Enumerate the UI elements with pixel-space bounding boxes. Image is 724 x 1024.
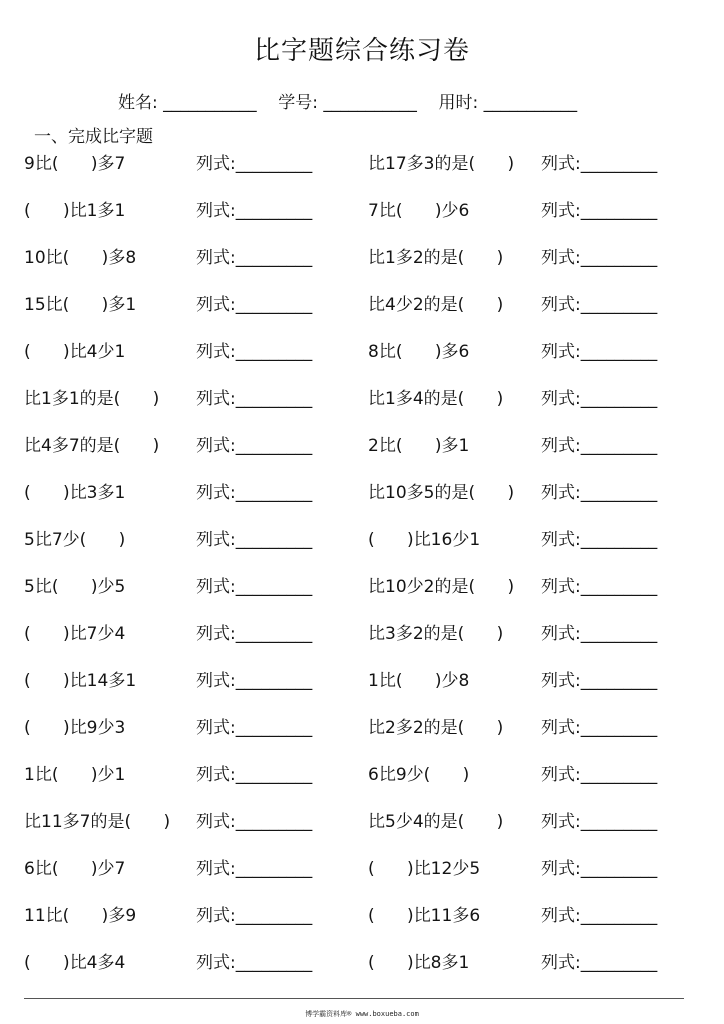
question-left: 15比( )多1 xyxy=(24,295,137,315)
page-title: 比字题综合练习卷 xyxy=(253,36,470,66)
question-right: 比1多4的是( ) xyxy=(368,389,504,409)
formula-blank-left[interactable]: 列式:_________ xyxy=(196,201,313,221)
formula-blank-left[interactable]: 列式:_________ xyxy=(196,436,313,456)
question-left: ( )比1多1 xyxy=(24,201,126,221)
formula-blank-left[interactable]: 列式:_________ xyxy=(196,342,313,362)
formula-blank-left[interactable]: 列式:_________ xyxy=(196,812,313,832)
formula-blank-left[interactable]: 列式:_________ xyxy=(196,577,313,597)
question-left: ( )比7少4 xyxy=(24,624,126,644)
footer-divider xyxy=(24,998,684,999)
formula-blank-right[interactable]: 列式:_________ xyxy=(541,436,658,456)
formula-blank-left[interactable]: 列式:_________ xyxy=(196,671,313,691)
time-blank[interactable]: ___________ xyxy=(483,93,578,113)
formula-blank-right[interactable]: 列式:_________ xyxy=(541,295,658,315)
question-right: 2比( )多1 xyxy=(368,436,470,456)
question-left: ( )比4多4 xyxy=(24,953,126,973)
question-left: ( )比9少3 xyxy=(24,718,126,738)
formula-blank-right[interactable]: 列式:_________ xyxy=(541,624,658,644)
student-info xyxy=(118,88,577,113)
formula-blank-left[interactable]: 列式:_________ xyxy=(196,624,313,644)
id-blank[interactable]: ___________ xyxy=(323,93,417,113)
question-right: 比10多5的是( ) xyxy=(368,483,515,503)
question-right: ( )比8多1 xyxy=(368,953,470,973)
formula-blank-right[interactable]: 列式:_________ xyxy=(541,718,658,738)
question-right: ( )比12少5 xyxy=(368,859,481,879)
question-left: 11比( )多9 xyxy=(24,906,137,926)
formula-blank-left[interactable]: 列式:_________ xyxy=(196,483,313,503)
formula-blank-left[interactable]: 列式:_________ xyxy=(196,765,313,785)
formula-blank-left[interactable]: 列式:_________ xyxy=(196,530,313,550)
formula-blank-left[interactable]: 列式:_________ xyxy=(196,953,313,973)
question-right: 比1多2的是( ) xyxy=(368,248,504,268)
formula-blank-right[interactable]: 列式:_________ xyxy=(541,577,658,597)
formula-blank-right[interactable]: 列式:_________ xyxy=(541,154,658,174)
formula-blank-left[interactable]: 列式:_________ xyxy=(196,389,313,409)
question-left: 1比( )少1 xyxy=(24,765,126,785)
formula-blank-right[interactable]: 列式:_________ xyxy=(541,953,658,973)
formula-blank-right[interactable]: 列式:_________ xyxy=(541,765,658,785)
question-right: ( )比16少1 xyxy=(368,530,481,550)
formula-blank-right[interactable]: 列式:_________ xyxy=(541,530,658,550)
name-blank[interactable]: ___________ xyxy=(163,93,257,113)
question-left: 5比( )少5 xyxy=(24,577,126,597)
question-left: 5比7少( ) xyxy=(24,530,126,550)
question-right: 比4少2的是( ) xyxy=(368,295,504,315)
question-left: 6比( )少7 xyxy=(24,859,126,879)
question-right: 1比( )少8 xyxy=(368,671,470,691)
question-left: 比1多1的是( ) xyxy=(24,389,160,409)
question-left: ( )比3多1 xyxy=(24,483,126,503)
formula-blank-right[interactable]: 列式:_________ xyxy=(541,201,658,221)
formula-blank-right[interactable]: 列式:_________ xyxy=(541,248,658,268)
question-left: 10比( )多8 xyxy=(24,248,137,268)
formula-blank-right[interactable]: 列式:_________ xyxy=(541,671,658,691)
formula-blank-left[interactable]: 列式:_________ xyxy=(196,859,313,879)
formula-blank-left[interactable]: 列式:_________ xyxy=(196,295,313,315)
formula-blank-right[interactable]: 列式:_________ xyxy=(541,906,658,926)
question-left: ( )比4少1 xyxy=(24,342,126,362)
question-right: 比5少4的是( ) xyxy=(368,812,504,832)
formula-blank-left[interactable]: 列式:_________ xyxy=(196,248,313,268)
formula-blank-right[interactable]: 列式:_________ xyxy=(541,342,658,362)
formula-blank-right[interactable]: 列式:_________ xyxy=(541,389,658,409)
formula-blank-right[interactable]: 列式:_________ xyxy=(541,812,658,832)
section-heading: 一、完成比字题 xyxy=(34,127,153,147)
question-left: ( )比14多1 xyxy=(24,671,137,691)
question-left: 9比( )多7 xyxy=(24,154,126,174)
footer-watermark: 博学霸资料库® www.boxueba.com xyxy=(305,1010,419,1018)
question-right: 8比( )多6 xyxy=(368,342,470,362)
question-left: 比11多7的是( ) xyxy=(24,812,171,832)
question-right: ( )比11多6 xyxy=(368,906,481,926)
question-right: 比2多2的是( ) xyxy=(368,718,504,738)
question-left: 比4多7的是( ) xyxy=(24,436,160,456)
formula-blank-right[interactable]: 列式:_________ xyxy=(541,859,658,879)
formula-blank-right[interactable]: 列式:_________ xyxy=(541,483,658,503)
question-right: 6比9少( ) xyxy=(368,765,470,785)
time-label: 用时: xyxy=(438,93,479,113)
name-label: 姓名: xyxy=(118,93,158,113)
question-right: 比17多3的是( ) xyxy=(368,154,515,174)
formula-blank-left[interactable]: 列式:_________ xyxy=(196,718,313,738)
question-right: 比10少2的是( ) xyxy=(368,577,515,597)
question-right: 比3多2的是( ) xyxy=(368,624,504,644)
id-label: 学号: xyxy=(278,93,318,113)
formula-blank-left[interactable]: 列式:_________ xyxy=(196,906,313,926)
question-right: 7比( )少6 xyxy=(368,201,470,221)
formula-blank-left[interactable]: 列式:_________ xyxy=(196,154,313,174)
